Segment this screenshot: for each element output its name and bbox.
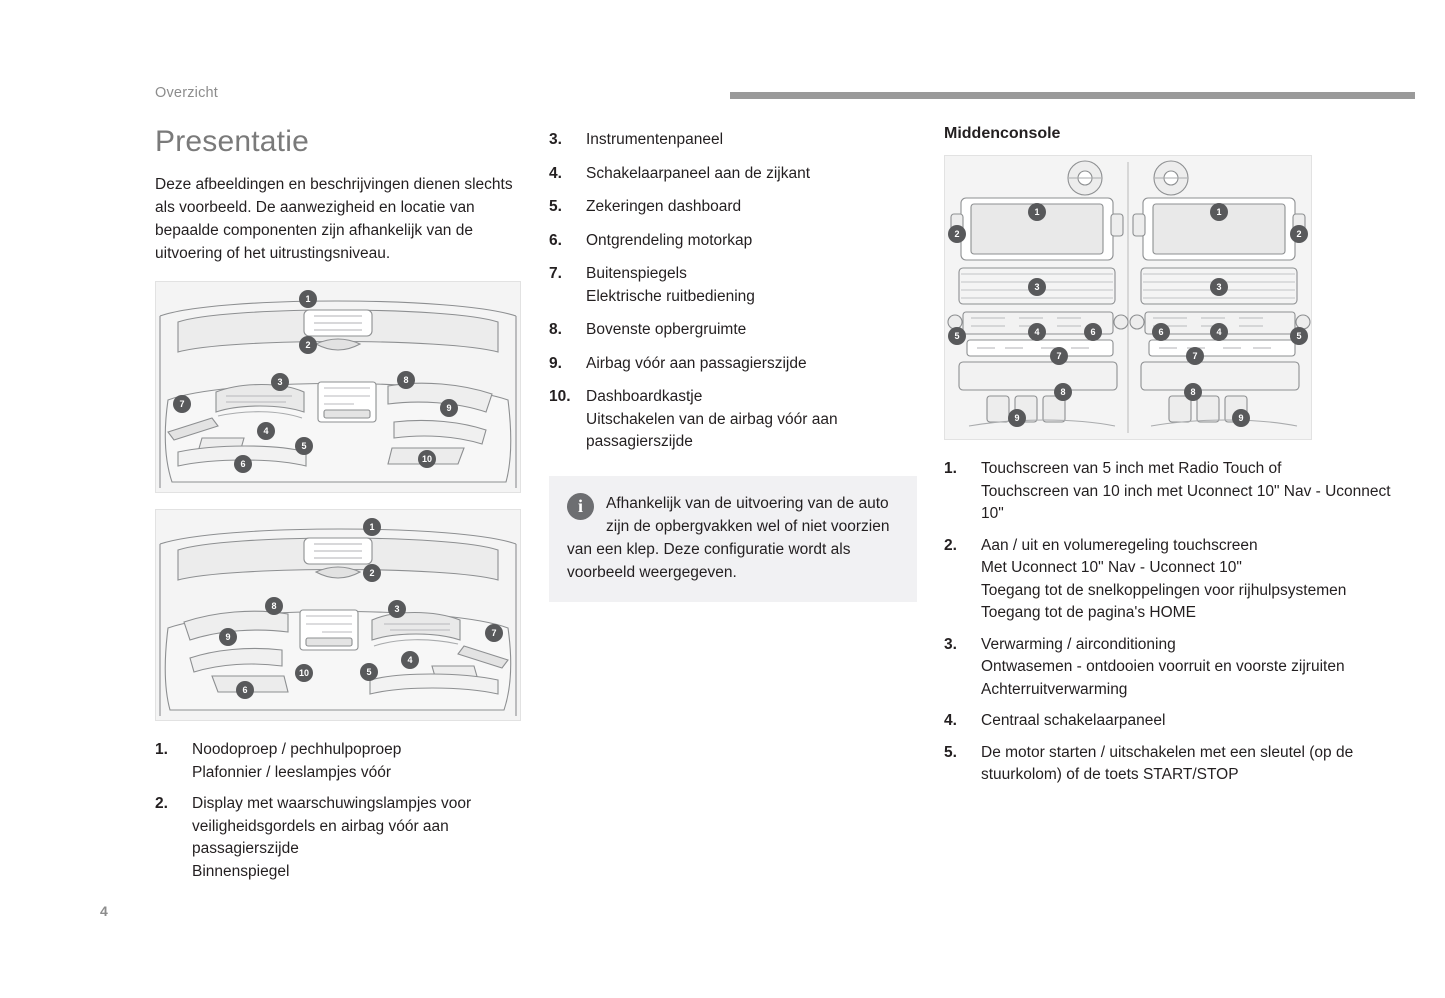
list-item <box>549 263 917 308</box>
intro-paragraph: Deze afbeeldingen en beschrijvingen dienen slechts als voorbeeld. De aanwezigheid en locatie van bepaalde componenten zijn afhankelijk van de uitvoering of het uitrustingsniveau. <box>155 176 513 262</box>
list-item <box>944 634 1417 702</box>
page-title: Presentatie <box>155 125 309 158</box>
list-item-number: 3. <box>944 635 957 653</box>
list-item <box>944 458 1417 526</box>
svg-text:4: 4 <box>1216 327 1222 337</box>
list-item-line: Ontwasemen - ontdooien voorruit en voorste zijruiten <box>981 658 1345 675</box>
svg-text:9: 9 <box>225 632 231 642</box>
svg-text:6: 6 <box>1158 327 1164 337</box>
list-item-line: Touchscreen van 10 inch met Uconnect 10" Nav - Uconnect 10" <box>981 482 1391 522</box>
list-item-line: Toegang tot de pagina's HOME <box>981 604 1196 621</box>
list-item-line: Achterruitverwarming <box>981 680 1128 698</box>
svg-text:9: 9 <box>446 403 452 413</box>
svg-text:2: 2 <box>369 568 375 578</box>
svg-text:1: 1 <box>1216 207 1222 217</box>
list-item-number: 6. <box>549 231 562 249</box>
svg-text:2: 2 <box>954 229 960 239</box>
list-item <box>549 196 917 219</box>
list-item-number: 1. <box>155 741 168 758</box>
list-right-column <box>944 458 1417 787</box>
list-left-column <box>155 739 521 883</box>
list-item <box>944 535 1417 625</box>
note-text: Afhankelijk van de uitvoering van de auto zijn de opbergvakken wel of niet voorzien van een klep. Deze configuratie wordt als voorbeeld weergegeven. <box>567 494 890 581</box>
svg-text:6: 6 <box>242 685 248 695</box>
column-right <box>944 125 1417 796</box>
svg-text:8: 8 <box>271 601 277 611</box>
svg-text:5: 5 <box>366 667 372 677</box>
list-item <box>155 739 521 784</box>
list-item-number: 2. <box>944 536 957 554</box>
svg-text:6: 6 <box>1090 327 1096 337</box>
column-left <box>155 125 521 892</box>
list-item <box>549 386 917 454</box>
figure-interior-bottom <box>155 509 521 721</box>
svg-text:7: 7 <box>179 399 185 409</box>
section-label: Overzicht <box>155 85 219 101</box>
list-item-line: Airbag vóór aan passagierszijde <box>586 354 807 372</box>
svg-text:2: 2 <box>305 340 311 350</box>
list-middle-column <box>549 129 917 454</box>
list-item-line: Display met waarschuwingslampjes voor veiligheidsgordels en airbag vóór aan passagierszijde <box>192 795 472 857</box>
list-item-line: Ontgrendeling motorkap <box>586 231 753 249</box>
list-item-line: Zekeringen dashboard <box>586 198 742 215</box>
list-item <box>549 353 917 376</box>
list-item-line: Verwarming / airconditioning <box>981 635 1176 653</box>
list-item-number: 5. <box>944 743 957 761</box>
list-item-number: 4. <box>549 164 562 182</box>
list-item-number: 3. <box>549 131 562 148</box>
list-item-line: Aan / uit en volumeregeling touchscreen <box>981 536 1258 554</box>
svg-text:10: 10 <box>298 668 310 678</box>
svg-text:5: 5 <box>301 441 307 451</box>
svg-text:7: 7 <box>491 628 497 638</box>
list-item-number: 2. <box>155 795 168 812</box>
svg-text:4: 4 <box>263 426 269 436</box>
svg-text:4: 4 <box>407 655 413 665</box>
svg-text:5: 5 <box>1296 331 1302 341</box>
svg-text:1: 1 <box>369 522 375 532</box>
svg-text:1: 1 <box>305 294 311 304</box>
svg-text:4: 4 <box>1034 327 1040 337</box>
list-item-line: Dashboardkastje <box>586 388 703 405</box>
svg-text:8: 8 <box>1060 387 1066 397</box>
svg-text:10: 10 <box>421 454 433 464</box>
header-rule <box>730 92 1415 99</box>
svg-text:8: 8 <box>403 375 409 385</box>
svg-text:3: 3 <box>1034 282 1040 292</box>
figure-middenconsole <box>944 155 1312 440</box>
list-item-number: 8. <box>549 321 562 338</box>
list-item-number: 5. <box>549 198 562 215</box>
svg-text:9: 9 <box>1238 413 1244 423</box>
svg-text:5: 5 <box>954 331 960 341</box>
list-item-line: Uitschakelen van de airbag vóór aan passagierszijde <box>586 410 838 450</box>
svg-text:2: 2 <box>1296 229 1302 239</box>
section-heading-middenconsole: Middenconsole <box>944 125 1061 142</box>
note-box <box>549 476 917 602</box>
list-item-number: 9. <box>549 354 562 372</box>
list-item-line: Bovenste opbergruimte <box>586 321 747 338</box>
svg-text:9: 9 <box>1014 413 1020 423</box>
list-item-line: Centraal schakelaarpaneel <box>981 712 1166 729</box>
page-header <box>155 85 1415 105</box>
svg-text:3: 3 <box>394 604 400 614</box>
list-item <box>549 163 917 186</box>
svg-text:7: 7 <box>1192 351 1198 361</box>
list-item-number: 7. <box>549 265 562 282</box>
list-item <box>944 710 1417 733</box>
list-item-line: Instrumentenpaneel <box>586 131 724 148</box>
svg-text:8: 8 <box>1190 387 1196 397</box>
page-number: 4 <box>100 903 108 919</box>
svg-text:3: 3 <box>1216 282 1222 292</box>
list-item <box>549 230 917 253</box>
list-item-line: Elektrische ruitbediening <box>586 287 755 305</box>
list-item-line: Met Uconnect 10" Nav - Uconnect 10" <box>981 559 1242 576</box>
list-item <box>549 129 917 152</box>
svg-text:6: 6 <box>240 459 246 469</box>
list-item-number: 4. <box>944 712 957 729</box>
list-item-line: De motor starten / uitschakelen met een sleutel (op de stuurkolom) of de toets START/STOP <box>981 743 1354 783</box>
list-item-line: Buitenspiegels <box>586 265 687 282</box>
svg-text:7: 7 <box>1056 351 1062 361</box>
list-item-number: 1. <box>944 460 957 477</box>
list-item <box>155 793 521 883</box>
svg-text:1: 1 <box>1034 207 1040 217</box>
list-item <box>549 319 917 342</box>
list-item-line: Toegang tot de snelkoppelingen voor rijhulpsystemen <box>981 581 1347 599</box>
svg-text:3: 3 <box>277 377 283 387</box>
figure-interior-top <box>155 281 521 493</box>
list-item-number: 10. <box>549 388 571 405</box>
list-item <box>944 742 1417 787</box>
column-middle <box>549 125 917 602</box>
list-item-line: Binnenspiegel <box>192 862 290 880</box>
list-item-line: Schakelaarpaneel aan de zijkant <box>586 164 811 182</box>
list-item-line: Plafonnier / leeslampjes vóór <box>192 763 392 781</box>
list-item-line: Noodoproep / pechhulpoproep <box>192 741 402 758</box>
list-item-line: Touchscreen van 5 inch met Radio Touch of <box>981 460 1282 477</box>
info-icon: i <box>567 493 594 520</box>
